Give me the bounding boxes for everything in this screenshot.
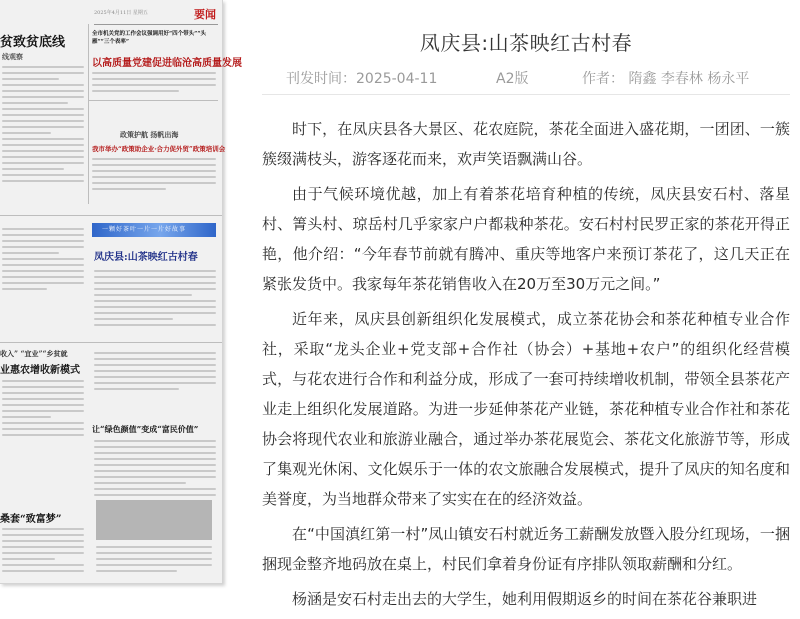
meta-divider xyxy=(262,94,790,95)
article-paragraph: 在“中国滇红第一村”凤山镇安石村就近务工薪酬发放暨入股分红现场，一捆捆现金整齐地码放在桌上，村民们拿着身份证有序排队领取薪酬和分红。 xyxy=(262,525,790,573)
article-paragraph: 近年来，凤庆县创新组织化发展模式，成立茶花协会和茶花种植专业合作社，采取“龙头企业+党支部+合作社（协会）+基地+农户”的组织化经营模式，与花农进行合作和利益分成，形成了一套可持续增收机制，带领全县茶花产业走上组织化发展道路。为进一步延伸茶花产业链，茶花种植专业合作社和茶花协会将现代农业和旅游业融合，通过举办茶花展览会、茶花文化旅游节等，形成了集观光休闲、文化娱乐于一体的农文旅融合发展模式，提升了凤庆的知名度和美誉度，为当地群众带来了实实在在的经济效益。 xyxy=(262,310,790,508)
author-line: 作者： 隋鑫 李春林 杨永平 xyxy=(582,71,750,87)
thumb-banner-text: 一颗好茶叶一片一片好故事 xyxy=(102,226,187,233)
thumb-featured-headline[interactable]: 凤庆县:山茶映红古村春 xyxy=(94,252,198,263)
article-paragraph: 时下，在凤庆县各大景区、花农庭院，茶花全面进入盛花期，一团团、一簇簇缀满枝头，游客逐花而来，欢声笑语飘满山谷。 xyxy=(262,120,790,168)
section-divider xyxy=(88,100,218,101)
thumb-text-column xyxy=(2,228,84,294)
article-paragraph: 由于气候环境优越，加上有着茶花培育种植的传统，凤庆县安石村、落星村、箐头村、琼岳村几乎家家户户都栽种茶花。安石村村民罗正家的茶花开得正艳，他介绍：“今年春节前就有腾冲、重庆等地客户来预订茶花了，这几天正在紧张发货中。我家每年茶花销售收入在20万至30万元之间。” xyxy=(262,185,790,293)
thumb-headline-left-top: 贫致贫底线 xyxy=(0,35,66,50)
article-title: 凤庆县:山茶映红古村春 xyxy=(419,31,633,55)
thumb-headline-right-main: 以高质量党建促进临沧高质量发展 xyxy=(92,58,242,69)
column-divider xyxy=(88,24,89,204)
thumb-headline-left-bottom: 桑套“致富梦” xyxy=(0,514,62,525)
thumb-featured-text xyxy=(94,270,216,330)
masthead-date: 2025年4月11日 星期五 xyxy=(94,10,148,16)
thumb-text-column xyxy=(94,352,216,394)
thumb-headline-right-2: 我市举办“政策助企业·合力促外贸”政策培训会 xyxy=(92,145,226,153)
thumb-kicker-right: 全市机关党的工作会议强调用好“四个带头”“头雁”“三个表率” xyxy=(92,31,206,45)
thumb-text-column xyxy=(2,528,84,576)
section-divider xyxy=(0,215,222,216)
masthead xyxy=(94,6,218,25)
thumb-text-column xyxy=(96,546,212,576)
thumb-headline-left-mid: 业惠农增收新模式 xyxy=(0,365,80,376)
article-meta xyxy=(262,68,790,88)
thumb-text-column xyxy=(2,66,84,186)
thumb-text-column xyxy=(94,440,216,500)
thumb-kicker-left-mid: 收入” “宜业”“乡贫就 xyxy=(0,349,68,358)
section-divider xyxy=(0,342,222,343)
thumb-subhead-left: 线观察 xyxy=(2,52,23,61)
article-paragraph: 杨涵是安石村走出去的大学生，她利用假期返乡的时间在茶花谷兼职进 xyxy=(292,590,758,608)
thumb-photo xyxy=(96,500,212,540)
thumb-text-column xyxy=(2,380,84,440)
thumb-kicker-policy: 政策护航 扬帆出海 xyxy=(120,130,179,139)
newspaper-page-thumbnail[interactable] xyxy=(0,0,242,584)
page-label: A2版 xyxy=(496,71,529,87)
thumb-text-column xyxy=(92,72,216,96)
article-body xyxy=(262,114,790,619)
thumb-headline-right-3: 让“绿色颜值”变成“富民价值” xyxy=(92,424,199,434)
publish-date: 刊发时间：2025-04-11 xyxy=(286,71,438,87)
thumb-featured-banner xyxy=(92,223,216,237)
section-name: 要闻 xyxy=(194,8,216,21)
thumb-text-column xyxy=(92,158,216,194)
